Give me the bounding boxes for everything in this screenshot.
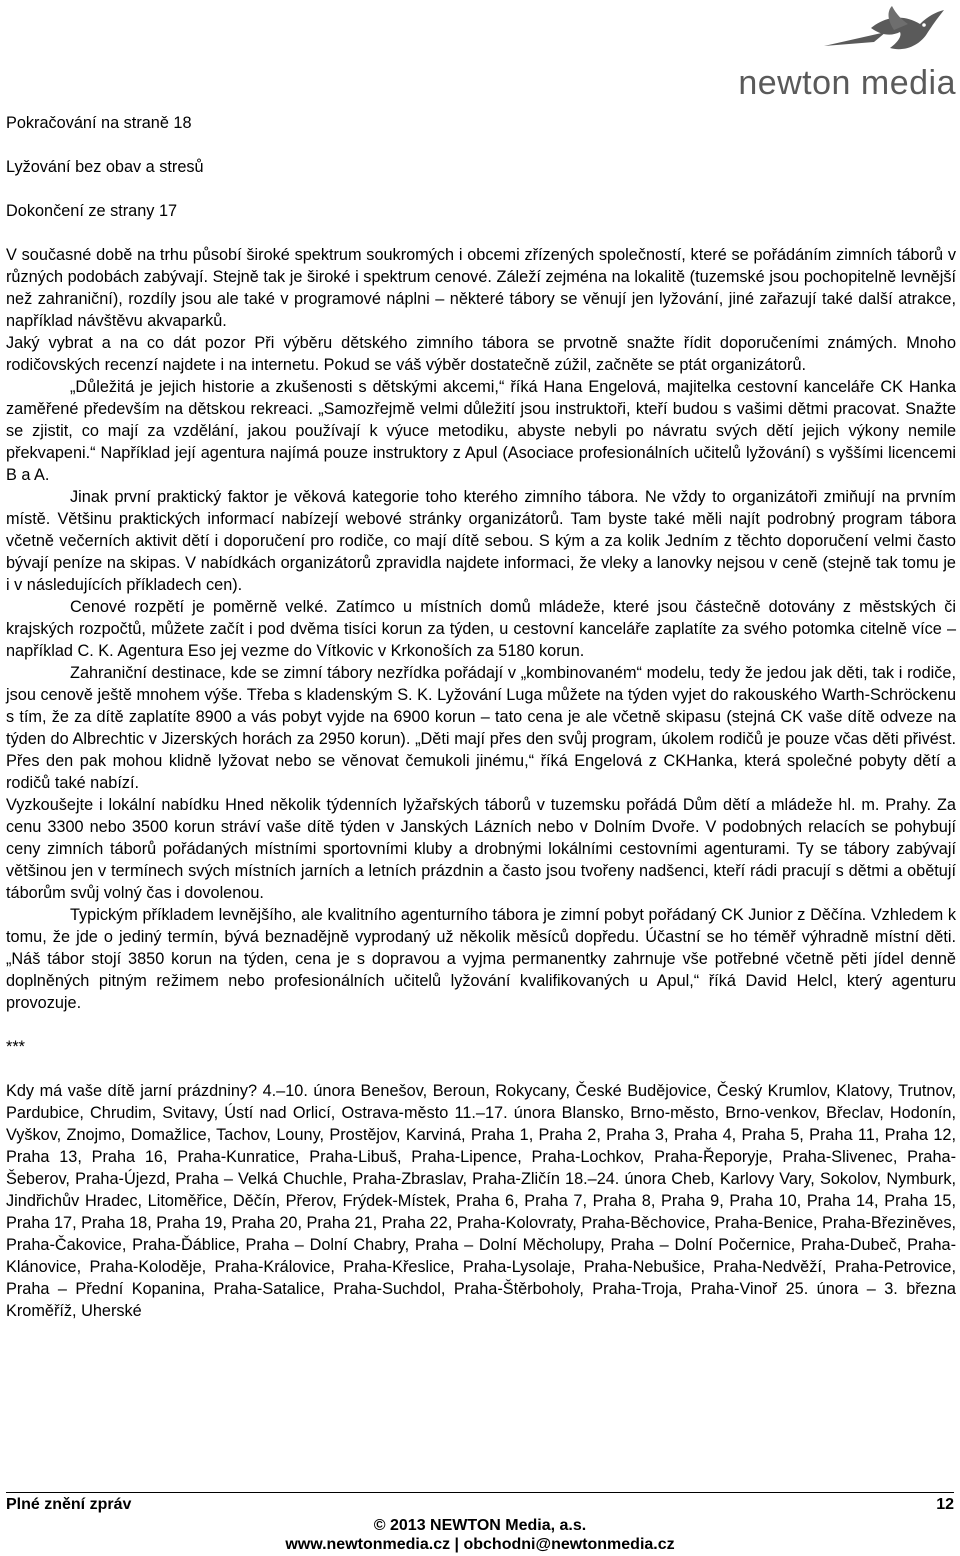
- page-number: 12: [936, 1496, 954, 1513]
- footer-credits: [0, 1516, 960, 1554]
- copyright: © 2013 NEWTON Media, a.s.: [373, 1517, 587, 1534]
- footer-divider: [6, 1492, 954, 1493]
- section-separator: ***: [6, 1038, 26, 1056]
- paragraph: „Důležitá je jejich historie a zkušenosti s dětskými akcemi,“ říká Hana Engelová, majitelka cestovní kanceláře CK Hanka zaměřené především na dětskou rekreaci. „Samozřejmě velmi důležití jsou instruktoři, kteří budou s vašimi dětmi pracovat. Snažte se zjistit, co mají za vzdělání, jakou používají k výuce metodiku, abyste nebyli po návratu svých dětí jejich výkony nemile překvapeni.“ Například její agentura najímá pouze instruktory z Apul (Asociace profesionálních učitelů lyžování) s vyššími licencemi B a A.: [6, 378, 956, 484]
- paragraph: Jaký vybrat a na co dát pozor Při výběru dětského zimního tábora se prvotně snažte řídit doporučeními známých. Mnoho rodičovských recenzí najdete i na internetu. Pokud se váš výběr dostatečně zúžil, začněte se ptát organizátorů.: [6, 334, 956, 374]
- contact-links: www.newtonmedia.cz | obchodni@newtonmedia.cz: [285, 1536, 675, 1553]
- article-title: Lyžování bez obav a stresů: [6, 158, 204, 176]
- newton-media-logo: [738, 6, 956, 102]
- article: [6, 112, 956, 1322]
- brand-name: newton media: [738, 64, 956, 102]
- holiday-schedule: Kdy má vaše dítě jarní prázdniny? 4.–10. února Benešov, Beroun, Rokycany, České Budějovice, Český Krumlov, Klatovy, Trutnov, Pardubice, Chrudim, Svitavy, Ústí nad Orlicí, Ostrava-město 11.–17. února Blansko, Brno-město, Brno-venkov, Břeclav, Hodonín, Vyškov, Znojmo, Domažlice, Tachov, Louny, Prostějov, Karviná, Praha 1, Praha 2, Praha 3, Praha 4, Praha 5, Praha 11, Praha 12, Praha 13, Praha 16, Praha-Kunratice, Praha-Libuš, Praha-Lipence, Praha-Lochkov, Praha-Řeporyje, Praha-Slivenec, Praha-Šeberov, Praha-Újezd, Praha – Velká Chuchle, Praha-Zbraslav, Praha-Zličín 18.–24. února Cheb, Karlovy Vary, Sokolov, Nymburk, Jindřichův Hradec, Litoměřice, Děčín, Přerov, Frýdek-Místek, Praha 6, Praha 7, Praha 8, Praha 9, Praha 10, Praha 14, Praha 15, Praha 17, Praha 18, Praha 19, Praha 20, Praha 21, Praha 22, Praha-Kolovraty, Praha-Běchovice, Praha-Benice, Praha-Březiněves, Praha-Čakovice, Praha-Ďáblice, Praha – Dolní Chabry, Praha – Dolní Měcholupy, Praha – Dolní Počernice, Praha-Dubeč, Praha-Klánovice, Praha-Koloděje, Praha-Královice, Praha-Křeslice, Praha-Lysolaje, Praha-Nebušice, Praha-Nedvěží, Praha-Petrovice, Praha – Přední Kopanina, Praha-Satalice, Praha-Suchdol, Praha-Štěrboholy, Praha-Troja, Praha-Vinoř 25. února – 3. března Kroměříž, Uherské: [6, 1082, 956, 1320]
- conclusion-note: Dokončení ze strany 17: [6, 202, 178, 220]
- footer-label: Plné znění zpráv: [6, 1496, 132, 1513]
- paragraph: Typickým příkladem levnějšího, ale kvalitního agenturního tábora je zimní pobyt pořádaný CK Junior z Děčína. Vzhledem k tomu, že jde o jediný termín, bývá beznadějně vyprodaný už několik měsíců dopředu. Účastní se ho téměř výhradně místní děti. „Náš tábor stojí 3850 korun na týden, cena je s dopravou a vyjma permanentky zahrnuje vše potřebné včetně pěti jídel denně doplněných pitným režimem nebo profesionálních učitelů lyžování kvalifikovaných u Apul,“ říká David Helcl, který agenturu provozuje.: [6, 906, 956, 1012]
- paragraph: Cenové rozpětí je poměrně velké. Zatímco u místních domů mládeže, které jsou částečně dotovány z městských či krajských rozpočtů, můžete začít i pod dvěma tisíci korun za týden, u cestovní kanceláře zaplatíte za svého potomka citelně více – například C. K. Agentura Eso jej vezme do Vítkovic v Krkonoších za 5180 korun.: [6, 598, 956, 660]
- paragraph: Jinak první praktický faktor je věková kategorie toho kterého zimního tábora. Ne vždy to organizátoři zmiňují na prvním místě. Většinu praktických informací nabízejí webové stránky organizátorů. Tam byste také měli najít podrobný program tábora včetně večerních aktivit dětí i doporučení pro rodiče, co mají dítě sebou. S kým a za kolik Jedním z těchto doporučení velmi často bývají peníze na skipas. V nabídkách organizátorů zpravidla najdete informaci, že vleky a lanovky nejsou v ceně (stejně tak tomu je i v následujících příkladech cen).: [6, 488, 956, 594]
- hummingbird-icon: [816, 6, 946, 68]
- continuation-note: Pokračování na straně 18: [6, 114, 192, 132]
- paragraph: Zahraniční destinace, kde se zimní tábory nezřídka pořádají v „kombinovaném“ modelu, tedy že jedou jak děti, tak i rodiče, jsou cenově ještě mnohem výše. Třeba s kladenským S. K. Lyžování Luga můžete na týden vyjet do rakouského Warth-Schröckenu s tím, že za dítě zaplatíte 8900 a vás pobyt vyjde na 6900 korun – tato cena je ale včetně skipasu (stejná CK vaše dítě odveze na týden do Albrechtic v Jizerských horách za 2950 korun). „Děti mají přes den svůj program, úkolem rodičů je pouze včas děti přivést. Přes den pak mohou klidně lyžovat nebo se věnovat čemukoli jinému,“ říká Engelová z CKHanka, která společné pobyty dětí a rodičů také nabízí.: [6, 664, 956, 792]
- paragraph: Vyzkoušejte i lokální nabídku Hned několik týdenních lyžařských táborů v tuzemsku pořádá Dům dětí a mládeže hl. m. Prahy. Za cenu 3300 nebo 3500 korun stráví vaše dítě týden v Janských Lázních nebo v Dolním Dvoře. V podobných relacích se pohybují ceny zimních táborů pořádaných místními sportovními kluby a drobnými lokálními cestovními agenturami. Ty se tábory zabývají většinou jen v termínech svých místních jarních a letních prázdnin a často jsou tvořeny nadšenci, kteří rádi pracují s dětmi a obětují táborům svůj volný čas i dovolenou.: [6, 796, 956, 902]
- paragraph: V současné době na trhu působí široké spektrum soukromých i obcemi zřízených společností, které se pořádáním zimních táborů v různých podobách zabývají. Stejně tak je široké i spektrum cenové. Záleží zejména na lokalitě (tuzemské jsou pochopitelně levnější než zahraniční), rozdíly jsou ale také v programové náplni – některé tábory se věnují jen lyžování, jiné zařazují také další atrakce, například návštěvu akvaparků.: [6, 246, 956, 330]
